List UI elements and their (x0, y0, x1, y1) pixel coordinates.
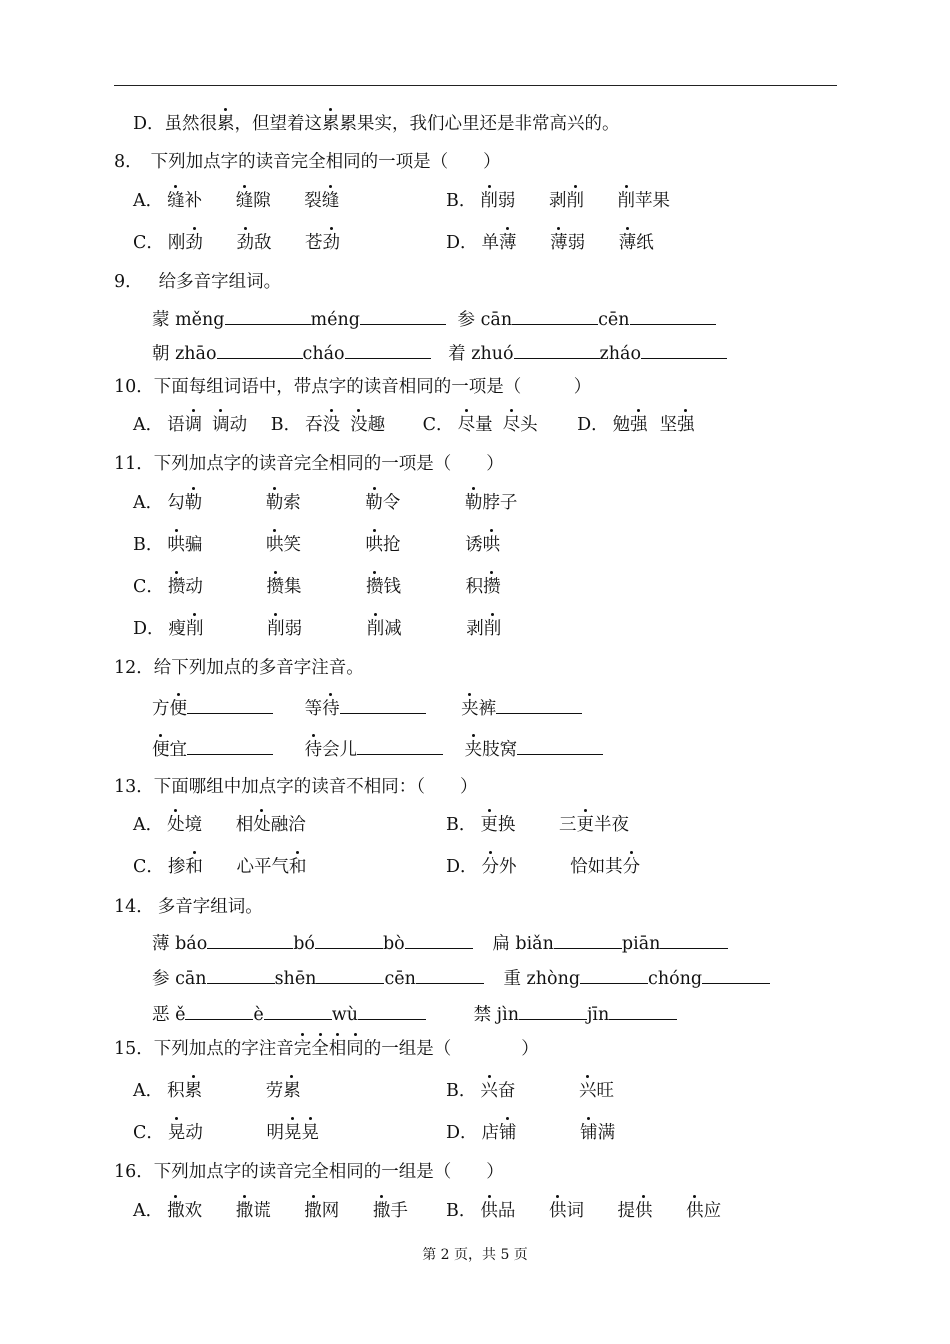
q16-option-b (446, 1200, 721, 1222)
text-segment: 16． (114, 1162, 154, 1182)
answer-blank[interactable] (630, 307, 716, 325)
text-segment: 境 (184, 815, 203, 835)
text-segment: 品 (497, 1201, 516, 1221)
question-13-stem (114, 776, 478, 798)
text-segment: 奋 (497, 1081, 516, 1101)
dotted-char: 攒 (167, 577, 186, 597)
dotted-char: 薄 (499, 233, 517, 253)
q9-row-1 (152, 307, 716, 331)
text-segment: 薄 báo (152, 934, 208, 954)
text-segment: D． (133, 619, 165, 639)
dotted-char: 勒 (265, 493, 284, 513)
text-segment: 趣 (367, 415, 386, 435)
dotted-char: 劲 (185, 233, 203, 253)
q13-option-c (133, 856, 306, 878)
text-segment: 12． (114, 658, 154, 678)
dotted-char: 累 (184, 1081, 203, 1101)
q7-option-d (133, 113, 620, 135)
text-segment: cháo (302, 344, 345, 364)
text-segment: 量 (475, 415, 493, 435)
dotted-char: 尽 (457, 415, 476, 435)
answer-blank[interactable] (225, 307, 311, 325)
dotted-char: 调 (184, 415, 203, 435)
dotted-char: 夹 (461, 699, 479, 719)
text-segment: 弱 (284, 619, 303, 639)
answer-blank[interactable] (554, 931, 622, 949)
text-segment: è (253, 1005, 264, 1025)
text-segment: B． (270, 415, 302, 435)
dotted-char: 便 (152, 740, 170, 760)
dotted-char: 勒 (464, 493, 483, 513)
dotted-char: 更 (576, 815, 594, 835)
dotted-char: 累 (283, 1081, 301, 1101)
text-segment: 9． (114, 272, 143, 292)
answer-blank[interactable] (517, 737, 603, 755)
text-segment: 坚 (659, 415, 678, 435)
text-segment: 下面哪组中加点字的读音不相同：（ ） (153, 777, 478, 797)
text-segment: 融洽 (270, 815, 306, 835)
text-segment: C． (422, 415, 454, 435)
dotted-char: 全 (311, 1039, 329, 1059)
text-segment: A． (133, 1081, 164, 1101)
text-segment: 8． (114, 152, 143, 172)
dotted-char: 强 (630, 415, 648, 435)
text-segment: 等 (304, 699, 323, 719)
answer-blank[interactable] (345, 341, 431, 359)
text-segment: 裤 (478, 699, 497, 719)
text-segment: 剥 (466, 619, 484, 639)
dotted-char: 撒 (304, 1201, 322, 1221)
text-segment: 14． (114, 897, 154, 917)
text-segment: 勾 (167, 493, 185, 513)
text-segment: A． (133, 415, 164, 435)
text-segment: 重 zhòng (503, 969, 581, 989)
text-segment: 相 (235, 815, 254, 835)
answer-blank[interactable] (187, 737, 273, 755)
dotted-char: 相 (328, 1039, 347, 1059)
text-segment: 手 (390, 1201, 408, 1221)
text-segment: C． (133, 577, 164, 597)
text-segment: 单 (481, 233, 500, 253)
answer-blank[interactable] (609, 1002, 677, 1020)
dotted-char: 哄 (265, 535, 284, 555)
dotted-char: 分 (622, 857, 641, 877)
answer-blank[interactable] (358, 1002, 426, 1020)
text-segment: 苹果 (635, 191, 671, 211)
page-footer: 第 2 页，共 5 页 (422, 1247, 528, 1263)
q12-row-1 (152, 696, 582, 720)
q12-row-2 (152, 737, 603, 761)
dotted-char: 薄 (618, 233, 637, 253)
text-segment: 方 (152, 699, 170, 719)
text-segment: 10． (114, 377, 154, 397)
text-segment: méng (310, 310, 360, 330)
dotted-char: 削 (366, 619, 385, 639)
text-segment: 积 (167, 1081, 185, 1101)
q8-option-b (446, 190, 670, 212)
text-segment: 13． (114, 777, 154, 797)
dotted-char: 供 (548, 1201, 567, 1221)
text-segment: 弱 (497, 191, 516, 211)
text-segment: 恶 ě (152, 1005, 186, 1025)
text-segment: piān (621, 934, 661, 954)
text-segment: 宜 (169, 740, 187, 760)
q13-option-d (446, 856, 640, 878)
q15-option-c (133, 1122, 319, 1144)
answer-blank[interactable] (416, 966, 484, 984)
text-segment: 减 (384, 619, 402, 639)
dotted-char: 待 (304, 740, 323, 760)
text-segment: 换 (497, 815, 516, 835)
dotted-char: 调 (212, 415, 230, 435)
dotted-char: 同 (346, 1039, 364, 1059)
dotted-char: 兴 (578, 1081, 597, 1101)
text-segment: C． (133, 233, 164, 253)
text-segment: A． (133, 493, 164, 513)
text-segment: 语 (167, 415, 185, 435)
text-segment: 诱 (465, 535, 483, 555)
text-segment: 词 (566, 1201, 584, 1221)
text-segment: D． (133, 114, 165, 134)
text-segment: bò (382, 934, 405, 954)
text-segment: 下列加点字的读音完全相同的一项是（ ） (153, 454, 504, 474)
text-segment: 心平气 (236, 857, 289, 877)
dotted-char: 缝 (167, 191, 185, 211)
text-segment: 多音字组词。 (157, 897, 263, 917)
text-segment: B． (446, 815, 477, 835)
text-segment: 弱 (567, 233, 586, 253)
text-segment: B． (133, 535, 164, 555)
dotted-char: 缝 (235, 191, 254, 211)
text-segment: 恰如其 (570, 857, 623, 877)
text-segment: 动 (185, 1123, 203, 1143)
text-segment: D． (446, 233, 478, 253)
text-segment: 索 (283, 493, 301, 513)
answer-blank[interactable] (496, 696, 582, 714)
text-segment: 头 (520, 415, 538, 435)
q8-option-d (446, 232, 654, 254)
dotted-char: 铺 (580, 1123, 598, 1143)
dotted-char: 削 (566, 191, 584, 211)
question-8-stem (114, 151, 501, 173)
text-segment: chóng (648, 969, 703, 989)
text-segment: 15． (114, 1039, 154, 1059)
text-segment: zháo (599, 344, 641, 364)
text-segment: 虽然很 (164, 114, 218, 134)
text-segment: 补 (184, 191, 203, 211)
question-14-stem (114, 896, 263, 918)
q15-option-d (446, 1122, 615, 1144)
answer-blank[interactable] (641, 341, 727, 359)
text-segment: 隙 (253, 191, 271, 211)
dotted-char: 削 (267, 619, 285, 639)
question-12-stem (114, 657, 364, 679)
question-11-stem (114, 453, 504, 475)
text-segment: 下列加点字的读音完全相同的一项是（ ） (150, 152, 501, 172)
q14-row-1 (152, 931, 728, 955)
dotted-char: 强 (677, 415, 695, 435)
text-segment: shēn (274, 969, 317, 989)
dotted-char: 铺 (499, 1123, 517, 1143)
q11-option-a (133, 492, 517, 514)
dotted-char: 处 (253, 815, 271, 835)
dotted-char: 累 (217, 114, 235, 134)
dotted-char: 供 (686, 1201, 704, 1221)
answer-blank[interactable] (207, 931, 293, 949)
text-segment: B． (446, 1081, 477, 1101)
question-15-stem (114, 1038, 539, 1060)
text-segment: ，但望着这 (234, 114, 323, 134)
text-segment: D． (446, 857, 478, 877)
text-segment: 给下列加点的多音字注音。 (153, 658, 364, 678)
dotted-char: 没 (322, 415, 341, 435)
answer-blank[interactable] (512, 307, 598, 325)
text-segment: 瘦 (168, 619, 187, 639)
text-segment: A． (133, 1201, 164, 1221)
dotted-char: 待 (322, 699, 340, 719)
answer-blank[interactable] (514, 341, 600, 359)
dotted-char: 劲 (236, 233, 254, 253)
dotted-char: 哄 (167, 535, 185, 555)
text-segment: 集 (283, 577, 302, 597)
dotted-char: 哄 (365, 535, 384, 555)
text-segment: 刚 (167, 233, 186, 253)
text-segment: 积 (465, 577, 484, 597)
answer-blank[interactable] (340, 696, 426, 714)
text-segment: B． (446, 191, 477, 211)
q11-option-d (133, 618, 501, 640)
text-segment: 外 (499, 857, 517, 877)
question-16-stem (114, 1161, 504, 1183)
text-segment: 裂 (304, 191, 322, 211)
q8-option-c (133, 232, 340, 254)
text-segment: 骗 (184, 535, 203, 555)
answer-blank[interactable] (405, 931, 473, 949)
text-segment: 着 zhuó (448, 344, 514, 364)
text-segment: 满 (597, 1123, 616, 1143)
question-9-stem (114, 271, 281, 293)
dotted-char: 更 (480, 815, 498, 835)
text-segment: C． (133, 1123, 164, 1143)
q9-row-2 (152, 341, 727, 365)
text-segment: 令 (382, 493, 401, 513)
q14-row-3 (152, 1002, 677, 1026)
dotted-char: 削 (186, 619, 204, 639)
text-segment: A． (133, 815, 164, 835)
text-segment: 纸 (636, 233, 654, 253)
text-segment: cēn (598, 310, 630, 330)
answer-blank[interactable] (316, 966, 384, 984)
dotted-char: 夹 (464, 740, 483, 760)
text-segment: 剥 (548, 191, 567, 211)
dotted-char: 薄 (550, 233, 568, 253)
dotted-char: 没 (350, 415, 368, 435)
dotted-char: 攒 (366, 577, 384, 597)
answer-blank[interactable] (660, 931, 728, 949)
answer-blank[interactable] (315, 931, 383, 949)
text-segment: 禁 jìn (473, 1005, 519, 1025)
text-segment: 会儿 (322, 740, 358, 760)
text-segment: 欢 (184, 1201, 203, 1221)
text-segment: 网 (321, 1201, 340, 1221)
dotted-char: 和 (288, 857, 307, 877)
dotted-char: 处 (167, 815, 185, 835)
dotted-char: 撒 (167, 1201, 185, 1221)
dotted-char: 便 (169, 699, 187, 719)
dotted-char: 削 (483, 619, 502, 639)
q16-option-a (133, 1200, 408, 1222)
text-segment: jīn (586, 1005, 610, 1025)
text-segment: 劳 (265, 1081, 284, 1101)
text-segment: 抢 (383, 535, 401, 555)
text-segment: 旺 (596, 1081, 614, 1101)
text-segment: 提 (617, 1201, 636, 1221)
text-segment: 扁 biǎn (492, 934, 554, 954)
q11-option-b (133, 534, 500, 556)
answer-blank[interactable] (264, 1002, 332, 1020)
q15-option-b (446, 1080, 614, 1102)
answer-blank[interactable] (580, 966, 648, 984)
text-segment: 参 cān (457, 310, 513, 330)
text-segment: 敌 (253, 233, 272, 253)
q15-option-a (133, 1080, 301, 1102)
text-segment: 蒙 měng (152, 310, 225, 330)
text-segment: wù (331, 1005, 359, 1025)
text-segment: 11． (114, 454, 154, 474)
q13-option-b (446, 814, 629, 836)
text-segment: 累果实，我们心里还是非常高兴的。 (339, 114, 620, 134)
answer-blank[interactable] (702, 966, 770, 984)
text-segment: 动 (185, 577, 203, 597)
text-segment: 下面每组词语中，带点字的读音相同的一项是（ ） (153, 377, 592, 397)
dotted-char: 削 (480, 191, 498, 211)
text-segment: 的一组是（ ） (363, 1039, 539, 1059)
dotted-char: 尽 (502, 415, 521, 435)
header-rule (114, 85, 837, 86)
text-segment: C． (133, 857, 164, 877)
answer-blank[interactable] (185, 1002, 253, 1020)
text-segment: 动 (229, 415, 248, 435)
text-segment: B． (446, 1201, 477, 1221)
text-segment: 三 (558, 815, 577, 835)
answer-blank[interactable] (187, 696, 273, 714)
text-segment: D． (577, 415, 609, 435)
text-segment: cēn (384, 969, 416, 989)
dotted-char: 晃 (167, 1123, 186, 1143)
text-segment: 应 (703, 1201, 722, 1221)
text-segment: 明 (266, 1123, 284, 1143)
dotted-char: 勒 (184, 493, 203, 513)
text-segment: D． (446, 1123, 478, 1143)
dotted-char: 缝 (321, 191, 340, 211)
text-segment: 掺 (167, 857, 186, 877)
answer-blank[interactable] (360, 307, 446, 325)
text-segment: 吞 (305, 415, 323, 435)
dotted-char: 撒 (235, 1201, 254, 1221)
answer-blank[interactable] (207, 966, 275, 984)
text-segment: 给多音字组词。 (158, 272, 282, 292)
dotted-char: 供 (480, 1201, 498, 1221)
q14-row-2 (152, 966, 770, 990)
dotted-char: 削 (617, 191, 636, 211)
dotted-char: 哄 (482, 535, 501, 555)
answer-blank[interactable] (519, 1002, 587, 1020)
q13-option-a (133, 814, 306, 836)
dotted-char: 劲 (322, 233, 341, 253)
text-segment: 参 cān (152, 969, 207, 989)
text-segment: 店 (481, 1123, 500, 1143)
dotted-char: 晃 (283, 1123, 302, 1143)
dotted-char: 供 (635, 1201, 653, 1221)
text-segment: 脖子 (482, 493, 518, 513)
text-segment: 笑 (283, 535, 301, 555)
dotted-char: 攒 (266, 577, 284, 597)
dotted-char: 分 (481, 857, 500, 877)
answer-blank[interactable] (217, 341, 303, 359)
q8-option-a (133, 190, 339, 212)
dotted-char: 和 (185, 857, 203, 877)
dotted-char: 勒 (365, 493, 383, 513)
text-segment: A． (133, 191, 164, 211)
answer-blank[interactable] (357, 737, 443, 755)
dotted-char: 兴 (480, 1081, 498, 1101)
text-segment: 钱 (383, 577, 402, 597)
dotted-char: 晃 (301, 1123, 319, 1143)
dotted-char: 累 (322, 114, 340, 134)
text-segment: 肢窝 (482, 740, 518, 760)
text-segment: 下列加点字的读音完全相同的一组是（ ） (153, 1162, 504, 1182)
text-segment: 苍 (305, 233, 323, 253)
dotted-char: 撒 (372, 1201, 391, 1221)
text-segment: bó (293, 934, 315, 954)
text-segment: 勉 (612, 415, 631, 435)
q11-option-c (133, 576, 501, 598)
dotted-char: 完 (293, 1039, 312, 1059)
text-segment: 朝 zhāo (152, 344, 217, 364)
q10-options (133, 414, 695, 436)
text-segment: 下列加点的字注音 (153, 1039, 294, 1059)
text-segment: 谎 (253, 1201, 271, 1221)
dotted-char: 攒 (483, 577, 501, 597)
question-10-stem (114, 376, 591, 398)
text-segment: 半夜 (593, 815, 629, 835)
